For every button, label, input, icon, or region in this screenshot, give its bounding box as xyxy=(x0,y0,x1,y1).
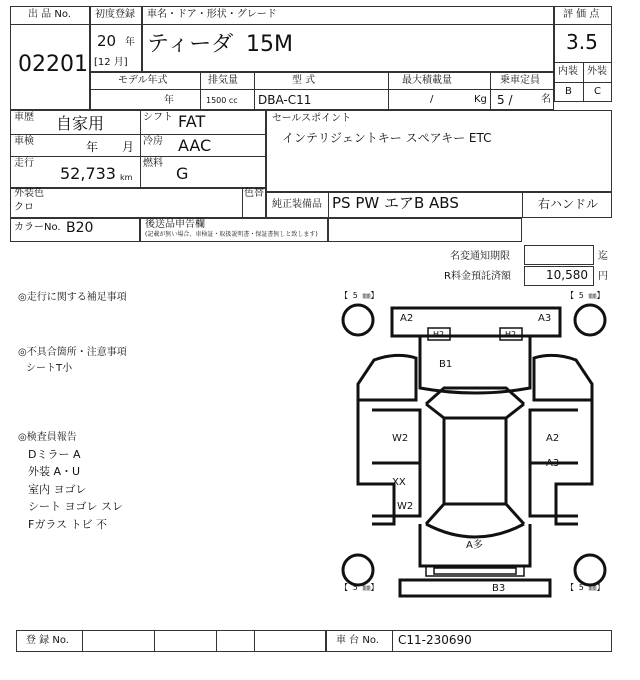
fuel: G xyxy=(176,164,189,183)
displacement: 1500 cc xyxy=(206,96,238,105)
damage-mark: XX xyxy=(392,477,406,488)
damage-mark: H2 xyxy=(505,330,517,339)
inspector-label: ◎検査員報告 xyxy=(18,432,77,443)
shift: FAT xyxy=(178,112,206,131)
interior-score: B xyxy=(565,86,572,97)
damage-mark: W2 xyxy=(397,501,414,512)
mileage-unit: km xyxy=(120,173,133,182)
recycle-value: 10,580 xyxy=(546,268,588,282)
name-change-unit: 迄 xyxy=(598,251,608,262)
max-load-unit: Kg xyxy=(474,94,487,105)
chassis-label: 車 台 No. xyxy=(336,635,379,646)
documents-extra-box xyxy=(328,218,522,242)
mileage: 52,733 xyxy=(60,164,116,183)
damage-mark: B3 xyxy=(492,583,506,594)
registration-year: 20 xyxy=(97,32,117,50)
damage-mark: A3 xyxy=(546,458,560,469)
damage-mark: A2 xyxy=(400,313,414,324)
recycle-unit: 円 xyxy=(598,271,608,282)
name-change-field xyxy=(524,245,594,265)
mileage-label: 走行 xyxy=(14,158,34,169)
capacity-unit: 名 xyxy=(541,94,551,105)
defects-label: ◎不具合箇所・注意事項 xyxy=(18,347,127,358)
inspector-line: Dミラー A xyxy=(28,448,81,461)
ac-label: 冷房 xyxy=(143,136,163,147)
car-grade: 15M xyxy=(246,32,293,57)
inspector-line: シート ヨゴレ スレ xyxy=(28,500,123,513)
chassis-number: C11-230690 xyxy=(398,633,472,647)
capacity: 5 / xyxy=(497,93,513,107)
tire-depth-bottom-left: 【 5 ㎜】 xyxy=(340,583,379,592)
reg-no-label: 登 録 No. xyxy=(26,635,69,646)
car-outline xyxy=(338,288,612,604)
damage-mark: A多 xyxy=(466,540,483,551)
score-label: 評 価 点 xyxy=(563,9,600,20)
max-load-label: 最大積載量 xyxy=(402,75,452,86)
repaint-label: 色替 xyxy=(244,188,264,199)
inspection-year: 年 xyxy=(86,140,99,154)
exterior-score: C xyxy=(594,86,601,97)
first-registration-label: 初度登録 xyxy=(95,9,135,20)
exterior-color-box xyxy=(10,188,266,218)
model-year-label: モデル年式 xyxy=(118,75,168,86)
tire-depth-bottom-right: 【 5 ㎜】 xyxy=(566,583,605,592)
history-label: 車歴 xyxy=(14,112,34,123)
inspector-line: Fガラス トビ 不 xyxy=(28,518,107,531)
history: 自家用 xyxy=(56,114,105,133)
model-type: DBA-C11 xyxy=(258,93,312,107)
details-block xyxy=(10,110,266,188)
lot-label: 出 品 No. xyxy=(28,9,71,20)
registration-year-unit: 年 xyxy=(125,37,135,48)
damage-mark: A2 xyxy=(546,433,560,444)
recycle-label: R料金預託済額 xyxy=(444,271,511,282)
car-name: ティーダ xyxy=(147,32,234,57)
damage-mark: H2 xyxy=(433,330,445,339)
oem-label: 純正装備品 xyxy=(272,199,322,210)
oem-equipment: PS PW エアB ABS xyxy=(332,194,459,212)
defects-text: シートT小 xyxy=(26,363,73,374)
fuel-label: 燃料 xyxy=(143,158,163,169)
registration-month: [12 月] xyxy=(94,57,128,68)
ext-color: クロ xyxy=(14,202,34,213)
docs-note: (記載が無い場合、車検証・取扱説明書・保証書無しと致します) xyxy=(145,231,318,238)
interior-label: 内装 xyxy=(558,66,578,77)
lot-number: 02201 xyxy=(18,52,88,77)
model-type-label: 型 式 xyxy=(292,75,316,86)
inspection-month: 月 xyxy=(122,140,135,154)
tire-depth-top-left: 【 5 ㎜】 xyxy=(340,291,379,300)
name-change-label: 名変通知期限 xyxy=(450,251,510,262)
sales-points-label: セールスポイント xyxy=(272,113,352,124)
ext-color-label: 外装色 xyxy=(14,188,44,199)
sales-points: インテリジェントキー スペアキー ETC xyxy=(282,131,492,145)
displacement-label: 排気量 xyxy=(208,75,238,86)
inspector-line: 外装 A・U xyxy=(28,465,81,478)
inspection-label: 車検 xyxy=(14,136,34,147)
steering-position: 右ハンドル xyxy=(538,197,599,211)
color-no-label: カラーNo. xyxy=(14,222,61,233)
inspector-line: 室内 ヨゴレ xyxy=(28,483,87,496)
capacity-label: 乗車定員 xyxy=(500,75,540,86)
car-name-label: 車名・ドア・形状・グレード xyxy=(147,9,277,20)
car-condition-diagram xyxy=(338,288,612,604)
damage-mark: A3 xyxy=(538,313,552,324)
driving-remarks-label: ◎走行に関する補足事項 xyxy=(18,292,127,303)
shift-label: シフト xyxy=(143,112,173,123)
damage-mark: B1 xyxy=(439,359,453,370)
ac: AAC xyxy=(178,136,212,155)
max-load-value: / xyxy=(430,94,434,105)
model-year-unit: 年 xyxy=(164,95,174,106)
damage-mark: W2 xyxy=(392,433,409,444)
color-no: B20 xyxy=(66,220,94,236)
overall-score: 3.5 xyxy=(566,30,598,54)
tire-depth-top-right: 【 5 ㎜】 xyxy=(566,291,605,300)
exterior-label: 外装 xyxy=(587,66,607,77)
docs-label: 後送品申告欄 xyxy=(145,219,205,230)
